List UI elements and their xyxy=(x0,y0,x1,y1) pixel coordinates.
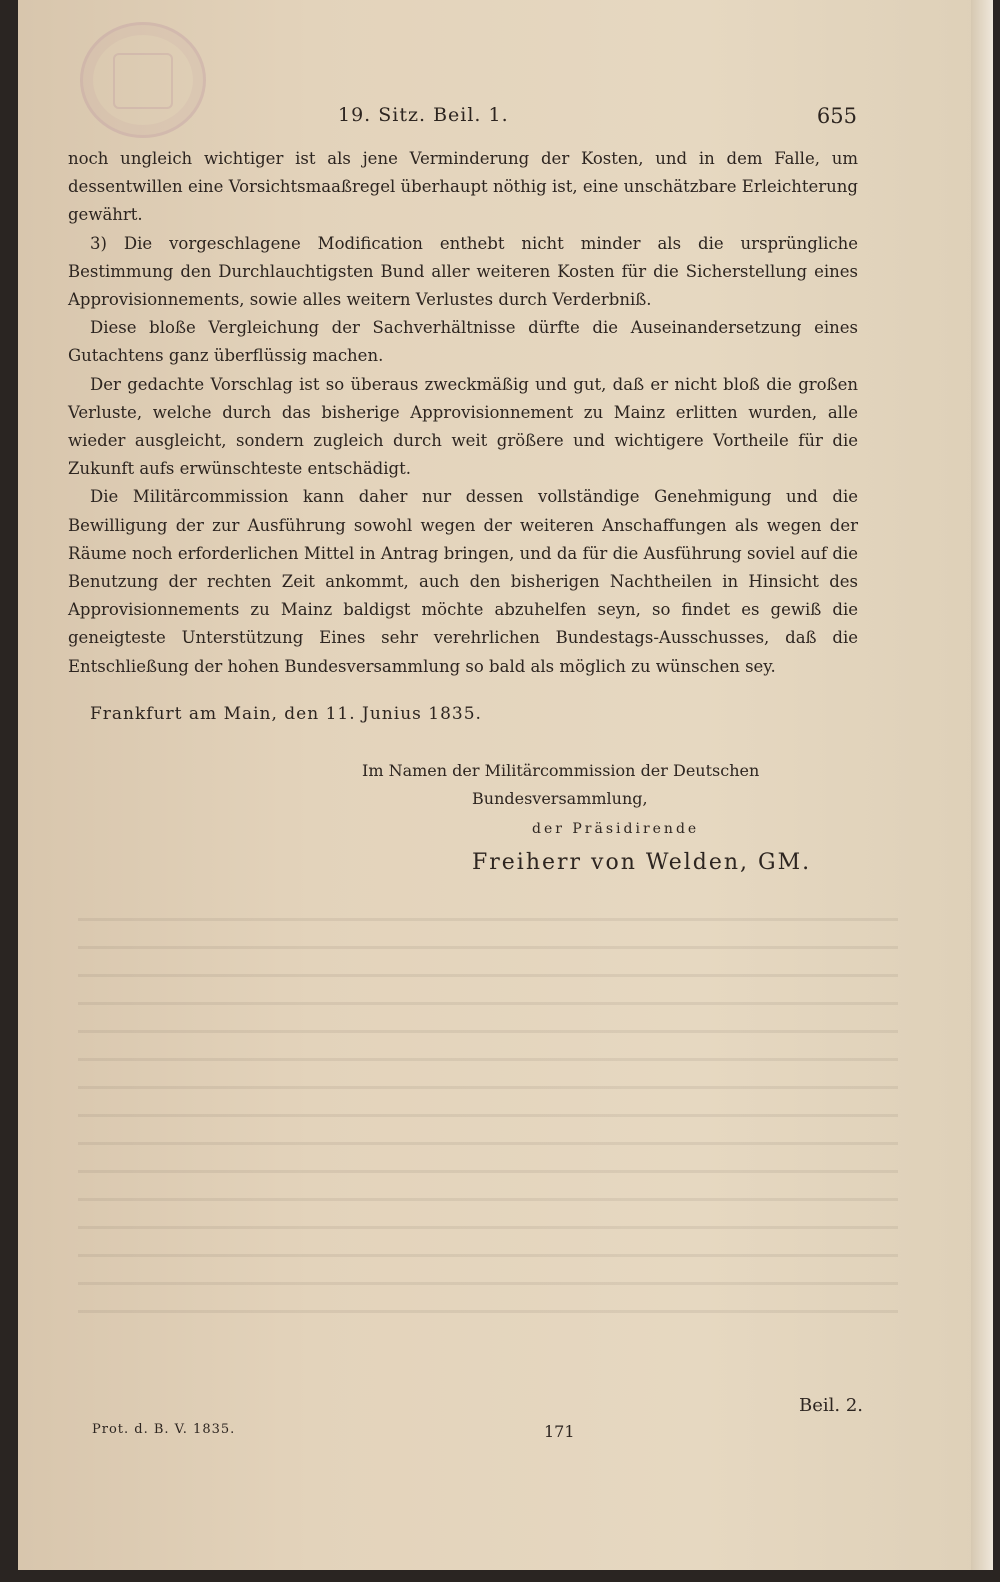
running-head xyxy=(18,104,993,134)
show-through-text xyxy=(78,900,898,1320)
paragraph: noch ungleich wichtiger ist als jene Verminderung der Kosten, und in dem Falle, um dessentwillen eine Vorsichtsmaaßregel überhaupt nöthig ist, eine unschätzbare Erleichterung gewährt. xyxy=(68,149,858,225)
stamp-crest xyxy=(113,53,173,109)
paragraph: Der gedachte Vorschlag ist so überaus zweckmäßig und gut, daß er nicht bloß die großen Verluste, welche durch das bisherige Approvisionnement zu Mainz erlitten wurden, alle wieder ausgleicht, sondern zugleich durch weit größere und wichtigere Vortheile für die Zukunft aufs erwünschteste entschädigt. xyxy=(68,374,858,479)
page-number: 655 xyxy=(816,104,857,128)
document-page xyxy=(18,0,993,1570)
signature-line: Im Namen der Militärcommission der Deutschen xyxy=(362,761,760,780)
footer-signature-mark: Prot. d. B. V. 1835. xyxy=(92,1422,236,1437)
footer xyxy=(18,1422,993,1450)
signature-name: Freiherr von Welden, GM. xyxy=(472,850,812,875)
dateline: Frankfurt am Main, den 11. Junius 1835. xyxy=(90,704,482,724)
section-label: 19. Sitz. Beil. 1. xyxy=(338,104,509,126)
page-edge xyxy=(971,0,993,1570)
signature-line: Bundesversammlung, xyxy=(472,789,648,808)
paragraph: 3) Die vorgeschlagene Modification enthebt nicht minder als die ursprüngliche Bestimmung den Durchlauchtigsten Bund aller weiteren Kosten für die Sicherstellung eines Approvisionnements, sowie alles weitern Verlustes durch Verderbniß. xyxy=(68,233,858,310)
signature-role: der Präsidirende xyxy=(532,821,700,837)
catchword: Beil. 2. xyxy=(798,1395,863,1416)
signature-block xyxy=(362,757,842,877)
paragraph: Die Militärcommission kann daher nur dessen vollständige Genehmigung und die Bewilligung der zur Ausführung sowohl wegen der weiteren Anschaffungen als wegen der Räume noch erforderlichen Mittel in Antrag bringen, und da für die Ausführung soviel auf die Benutzung der rechten Zeit ankommt, auch den bisherigen Nachtheilen in Hinsicht des Approvisionnements zu Mainz baldigst möchte abzuhelfen seyn, so findet es gewiß die geneigteste Unterstützung Eines sehr verehrlichen Bundestags-Ausschusses, daß die Entschließung der hohen Bundesversammlung so bald als möglich zu wünschen sey. xyxy=(68,487,858,676)
body-text xyxy=(68,145,858,681)
footer-sheet-number: 171 xyxy=(544,1422,575,1441)
paragraph: Diese bloße Vergleichung der Sachverhältnisse dürfte die Auseinandersetzung eines Gutachtens ganz überflüssig machen. xyxy=(68,318,858,366)
